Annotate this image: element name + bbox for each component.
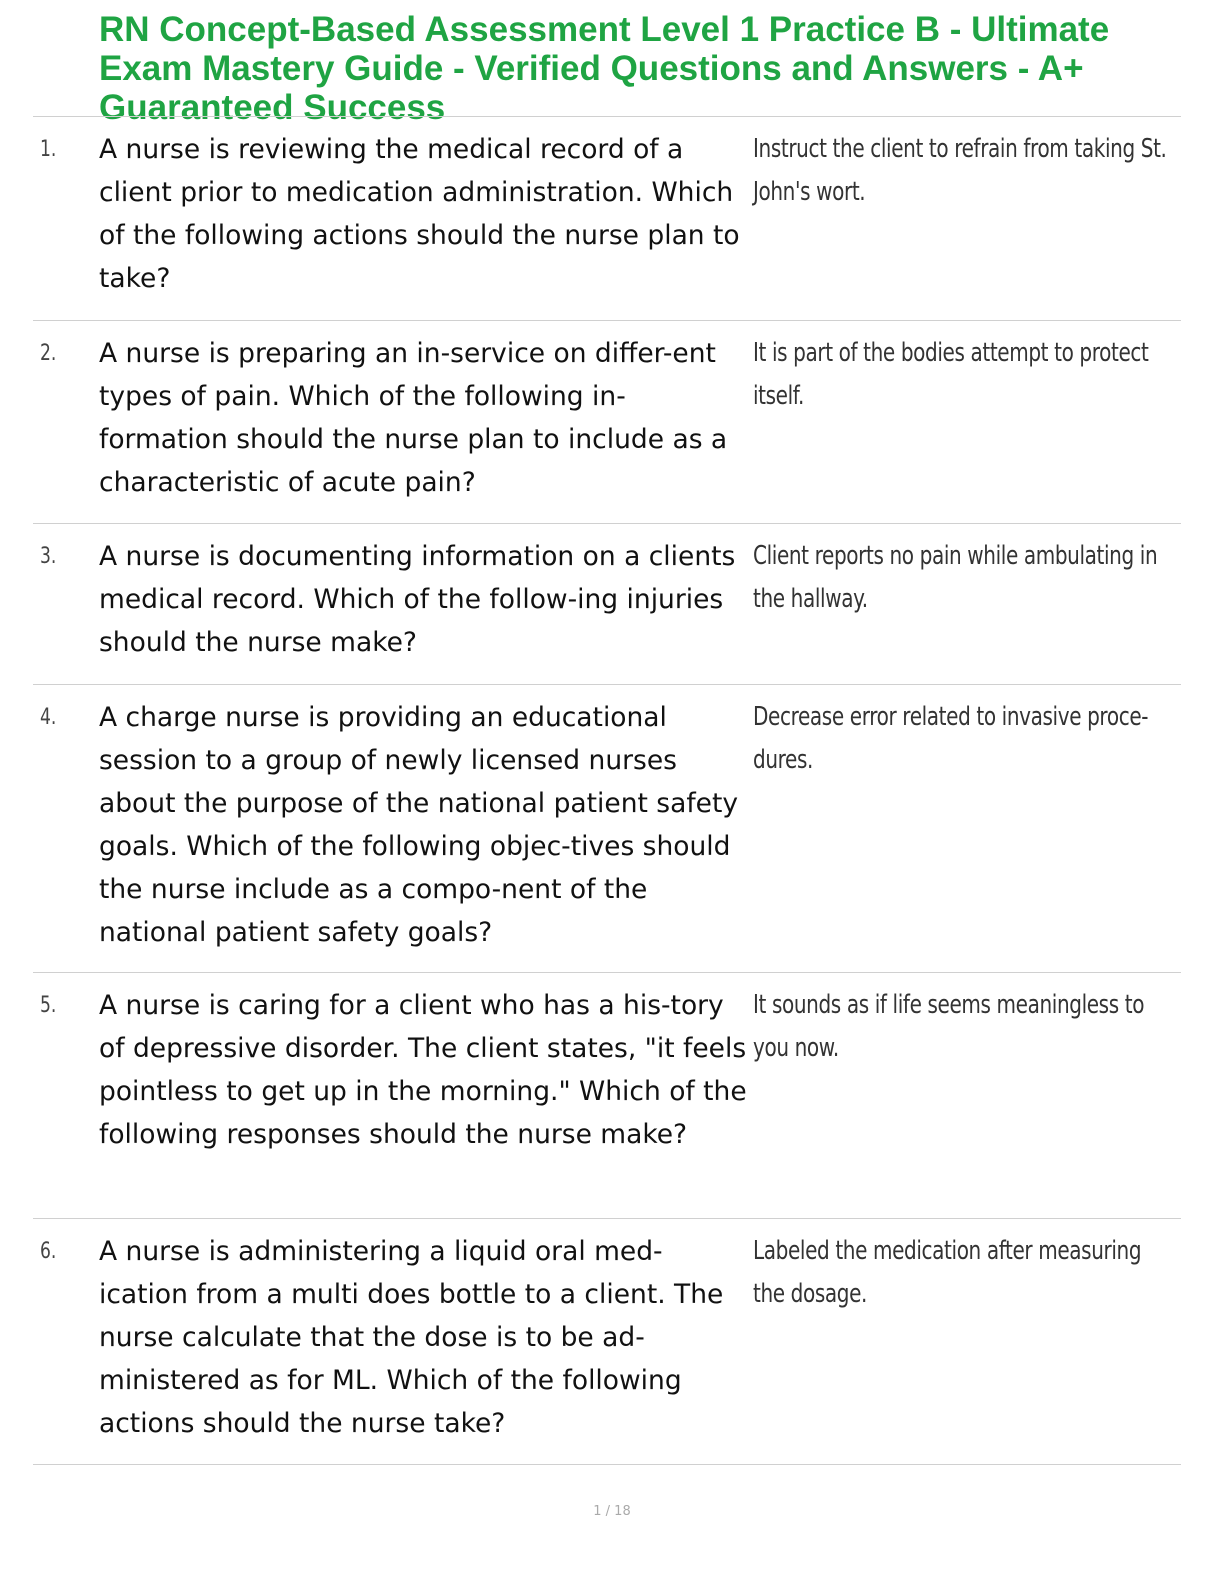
question-text: A nurse is preparing an in-service on differ-ent types of pain. Which of the following in-formation should the nurse plan to include as a characteristic of acute pain?	[99, 338, 728, 498]
question-text: A nurse is administering a liquid oral med-ication from a multi does bottle to a client. The nurse calculate that the dose is to be ad-ministered as for ML. Which of the following actions should the nurse take?	[99, 1236, 724, 1439]
answer-text: Instruct the client to refrain from taking St. John's wort.	[753, 134, 1167, 207]
question-text: A nurse is caring for a client who has a his-tory of depressive disorder. The client states, "it feels pointless to get up in the morning." Which of the following responses should the nurse make?	[99, 990, 747, 1150]
divider	[33, 116, 1181, 117]
question-number: 4.	[40, 705, 57, 730]
question-number: 6.	[40, 1239, 57, 1264]
answer-text: It is part of the bodies attempt to protect itself.	[753, 338, 1149, 411]
divider	[33, 523, 1181, 524]
question-number: 2.	[40, 341, 57, 366]
divider	[33, 320, 1181, 321]
divider	[33, 684, 1181, 685]
question-number: 1.	[40, 137, 57, 162]
divider	[33, 1464, 1181, 1465]
answer-text: Labeled the medication after measuring the dosage.	[753, 1236, 1142, 1309]
question-number: 5.	[40, 993, 57, 1018]
divider	[33, 972, 1181, 973]
question-number: 3.	[40, 544, 57, 569]
divider	[33, 1218, 1181, 1219]
question-text: A charge nurse is providing an educational session to a group of newly licensed nurses about the purpose of the national patient safety goals. Which of the following objec-tives should the nurse include as a compo-nent of the national patient safety goals?	[99, 702, 739, 948]
answer-text: Client reports no pain while ambulating in the hallway.	[753, 541, 1158, 614]
question-text: A nurse is reviewing the medical record of a client prior to medication administration. Which of the following actions should the nurse plan to take?	[99, 134, 740, 294]
answer-text: It sounds as if life seems meaningless to you now.	[753, 990, 1145, 1063]
answer-text: Decrease error related to invasive proce-dures.	[753, 702, 1149, 775]
question-text: A nurse is documenting information on a clients medical record. Which of the follow-ing injuries should the nurse make?	[99, 541, 736, 658]
document-title: RN Concept-Based Assessment Level 1 Practice B - Ultimate Exam Mastery Guide - Verified Questions and Answers - A+ Guaranteed Success	[99, 10, 1110, 127]
page-number: 1 / 18	[593, 1504, 631, 1519]
